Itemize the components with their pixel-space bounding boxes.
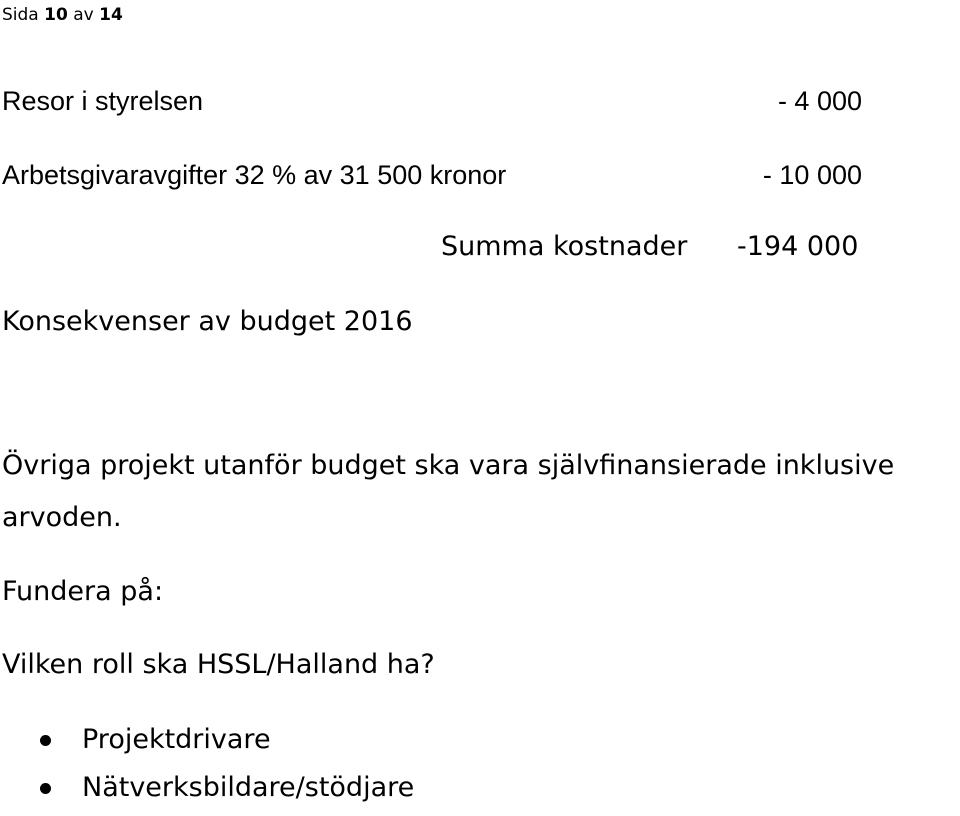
total-costs-value: -194 000: [737, 231, 859, 262]
cost-row-label: Resor i styrelsen: [2, 86, 204, 116]
list-item-text: Nätverksbildare/stödjare: [82, 772, 415, 803]
cost-row-value: - 4 000: [777, 86, 862, 116]
consider-heading: Fundera på:: [2, 576, 164, 607]
total-page-count: 14: [99, 5, 123, 25]
cost-row-value: - 10 000: [762, 160, 862, 190]
page-number: [2, 4, 123, 26]
cost-row-label: Arbetsgivaravgifter 32 % av 31 500 kronor: [2, 160, 507, 190]
total-costs-label: Summa kostnader: [441, 231, 688, 262]
bullet-icon: [40, 735, 51, 746]
page-separator: av: [73, 5, 94, 25]
current-page-number: 10: [44, 5, 68, 25]
page-label: Sida: [2, 5, 39, 25]
list-item-text: Projektdrivare: [82, 724, 271, 755]
body-paragraph: Övriga projekt utanför budget ska vara självfinansierade inklusive arvoden.: [2, 450, 895, 533]
question-text: Vilken roll ska HSSL/Halland ha?: [2, 649, 435, 680]
bullet-icon: [40, 783, 51, 794]
section-heading: Konsekvenser av budget 2016: [2, 306, 413, 337]
